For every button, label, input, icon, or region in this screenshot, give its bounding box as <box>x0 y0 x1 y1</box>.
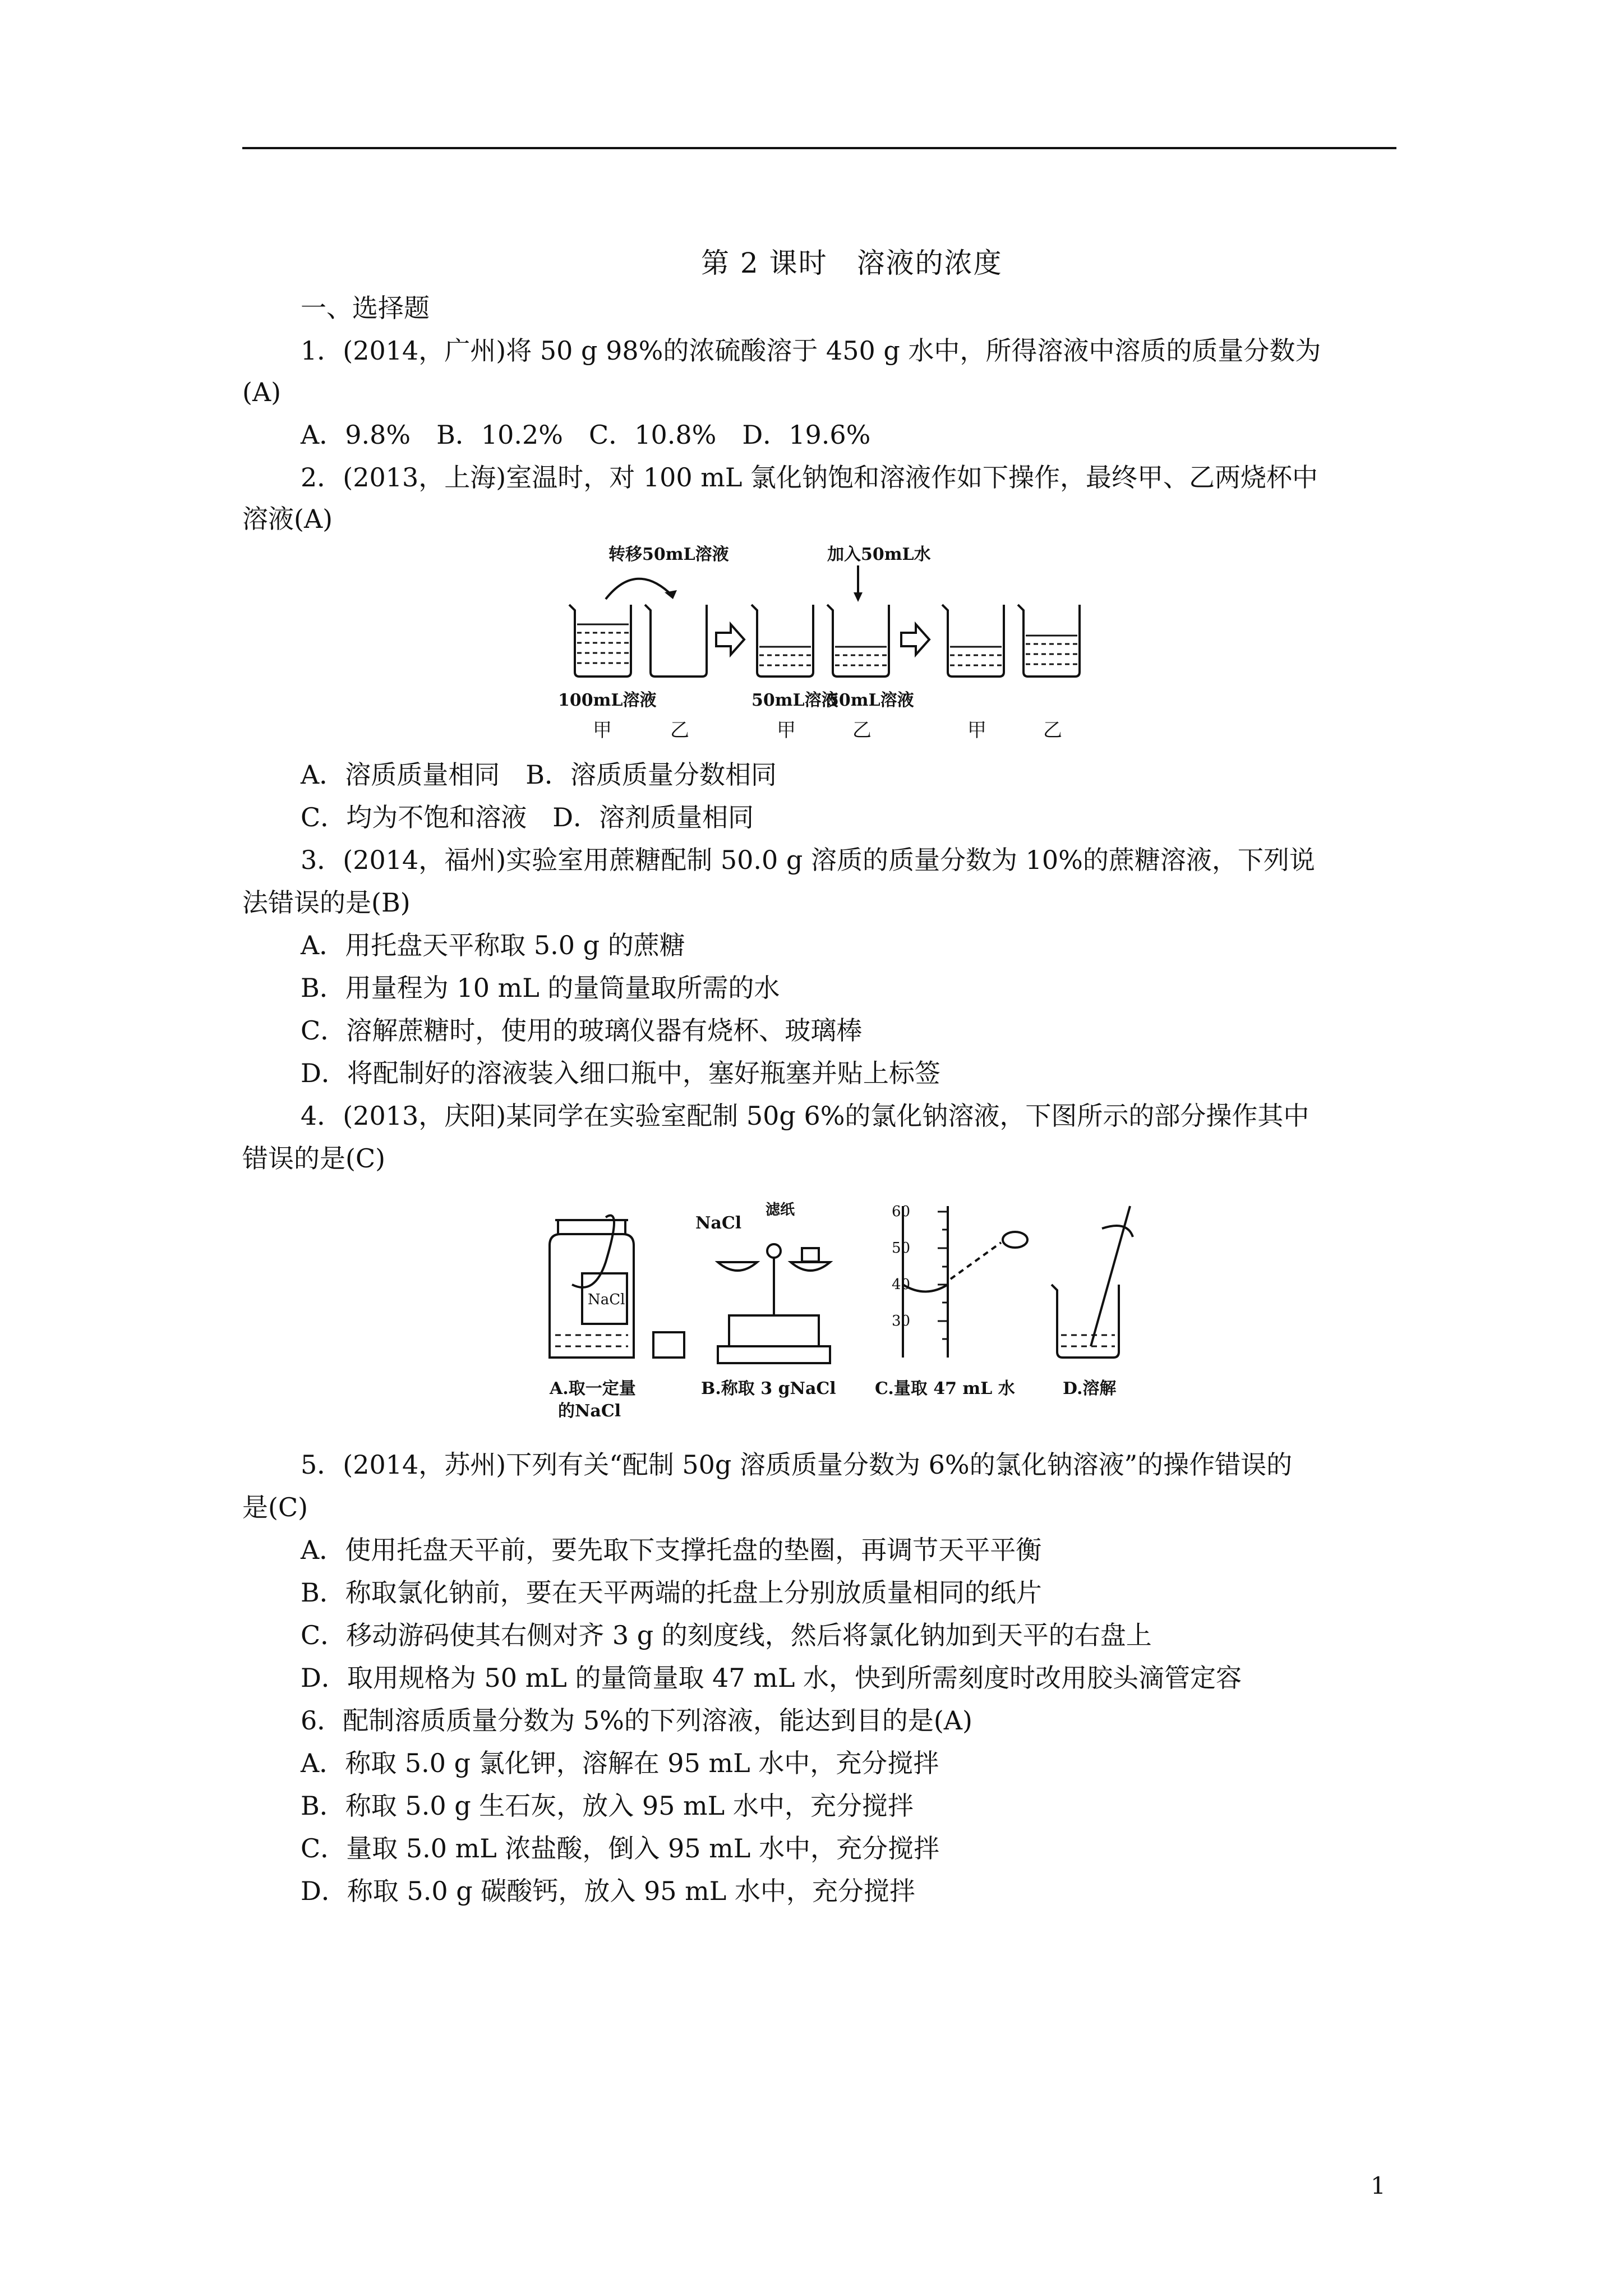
beaker-2 <box>645 605 707 677</box>
q2-stem-cont: 溶液(A) <box>242 504 333 534</box>
bottle-label: NaCl <box>588 1291 625 1308</box>
q5-stem-cont: 是(C) <box>242 1492 308 1522</box>
left-pan <box>718 1262 757 1271</box>
caption-a-line1: A.取一定量 <box>550 1379 636 1398</box>
tick-50: 50 <box>892 1240 911 1257</box>
section-heading: 一、选择题 <box>301 293 430 323</box>
add-water-label: 加入50mL水 <box>827 545 931 564</box>
tick-60: 60 <box>892 1203 911 1220</box>
transfer-label: 转移50mL溶液 <box>608 545 729 564</box>
q3-option-a: A．用托盘天平称取 5.0 g 的蔗糖 <box>301 930 685 960</box>
label-yi-2: 乙 <box>852 719 872 742</box>
q5-option-c: C．移动游码使其右侧对齐 3 g 的刻度线，然后将氯化钠加到天平的右盘上 <box>301 1620 1152 1650</box>
beaker-1 <box>569 605 631 677</box>
q3-stem-cont: 法错误的是(B) <box>242 887 411 918</box>
q6-option-b: B．称取 5.0 g 生石灰，放入 95 mL 水中，充分搅拌 <box>301 1791 914 1821</box>
q5-option-b: B．称取氯化钠前，要在天平两端的托盘上分别放质量相同的纸片 <box>301 1577 1042 1608</box>
label-yi-1: 乙 <box>670 719 689 742</box>
sight-line <box>951 1243 1001 1279</box>
beaker-6 <box>1018 605 1080 677</box>
q4-stem: 4．(2013，庆阳)某同学在实验室配制 50g 6%的氯化钠溶液，下图所示的部分操作其中 <box>301 1101 1310 1131</box>
q5-option-a: A．使用托盘天平前，要先取下支撑托盘的垫圈，再调节天平平衡 <box>301 1535 1042 1565</box>
caption-d: D.溶解 <box>1063 1379 1117 1398</box>
caption-b: B.称取 3 gNaCl <box>701 1379 836 1398</box>
q3-option-b: B．用量程为 10 mL 的量筒量取所需的水 <box>301 973 780 1003</box>
q3-stem: 3．(2014，福州)实验室用蔗糖配制 50.0 g 溶质的质量分数为 10%的蔗糖溶液，下列说 <box>301 845 1315 875</box>
nacl-label: NaCl <box>695 1213 742 1233</box>
right-pan <box>791 1262 830 1271</box>
q6-option-a: A．称取 5.0 g 氯化钾，溶解在 95 mL 水中，充分搅拌 <box>301 1748 939 1778</box>
q6-option-c: C．量取 5.0 mL 浓盐酸，倒入 95 mL 水中，充分搅拌 <box>301 1833 939 1864</box>
page-title: 第 2 课时 溶液的浓度 <box>701 247 1003 279</box>
balance-body <box>729 1315 819 1346</box>
tick-40: 40 <box>892 1276 911 1293</box>
process-arrow-2 <box>901 624 929 655</box>
eye-icon <box>1003 1232 1027 1248</box>
label-jia-2: 甲 <box>777 719 796 742</box>
q1-stem-cont: (A) <box>242 377 282 407</box>
q1-options: A．9.8% B．10.2% C．10.8% D．19.6% <box>301 420 871 450</box>
q6-option-d: D．称取 5.0 g 碳酸钙，放入 95 mL 水中，充分搅拌 <box>301 1876 915 1906</box>
q6-stem: 6．配制溶质质量分数为 5%的下列溶液，能达到目的是(A) <box>301 1705 972 1736</box>
process-arrow-1 <box>716 624 744 655</box>
q3-option-d: D．将配制好的溶液装入细口瓶中，塞好瓶塞并贴上标签 <box>301 1058 940 1088</box>
transfer-arc <box>606 579 673 599</box>
stir-arrow <box>1102 1226 1133 1237</box>
q2-options-ab: A．溶质质量相同 B．溶质质量分数相同 <box>301 760 777 790</box>
q2-stem: 2．(2013，上海)室温时，对 100 mL 氯化钠饱和溶液作如下操作，最终甲、乙两烧杯中 <box>301 462 1318 493</box>
weight <box>802 1248 819 1262</box>
header-rule <box>242 147 1396 149</box>
q1-stem: 1．(2014，广州)将 50 g 98%的浓硫酸溶于 450 g 水中，所得溶液中溶质的质量分数为 <box>301 335 1321 366</box>
q5-stem: 5．(2014，苏州)下列有关“配制 50g 溶质质量分数为 6%的氯化钠溶液”的操作错误的 <box>301 1450 1293 1480</box>
beaker-4-label: 50mL溶液 <box>827 691 914 710</box>
q5-option-d: D．取用规格为 50 mL 的量筒量取 47 mL 水，快到所需刻度时改用胶头滴管定容 <box>301 1663 1242 1693</box>
balance-base <box>718 1346 830 1363</box>
label-jia-1: 甲 <box>593 719 612 742</box>
beaker-1-label: 100mL溶液 <box>558 691 657 710</box>
spoon <box>572 1216 614 1287</box>
q4-stem-cont: 错误的是(C) <box>242 1143 386 1174</box>
caption-a-line2: 的NaCl <box>558 1401 621 1421</box>
caption-c: C.量取 47 mL 水 <box>875 1379 1015 1398</box>
beaker-3-label: 50mL溶液 <box>751 691 838 710</box>
q4-operations-figure <box>538 1195 1150 1430</box>
page-number: 1 <box>1371 2172 1386 2200</box>
q2-options-cd: C．均为不饱和溶液 D．溶剂质量相同 <box>301 802 754 832</box>
label-yi-3: 乙 <box>1043 719 1062 742</box>
label-jia-3: 甲 <box>967 719 986 742</box>
tick-30: 30 <box>892 1313 911 1329</box>
q2-beaker-figure <box>552 543 1141 751</box>
q3-option-c: C．溶解蔗糖时，使用的玻璃仪器有烧杯、玻璃棒 <box>301 1015 863 1046</box>
filter-paper-label: 滤纸 <box>766 1202 795 1218</box>
stopper <box>653 1332 684 1358</box>
